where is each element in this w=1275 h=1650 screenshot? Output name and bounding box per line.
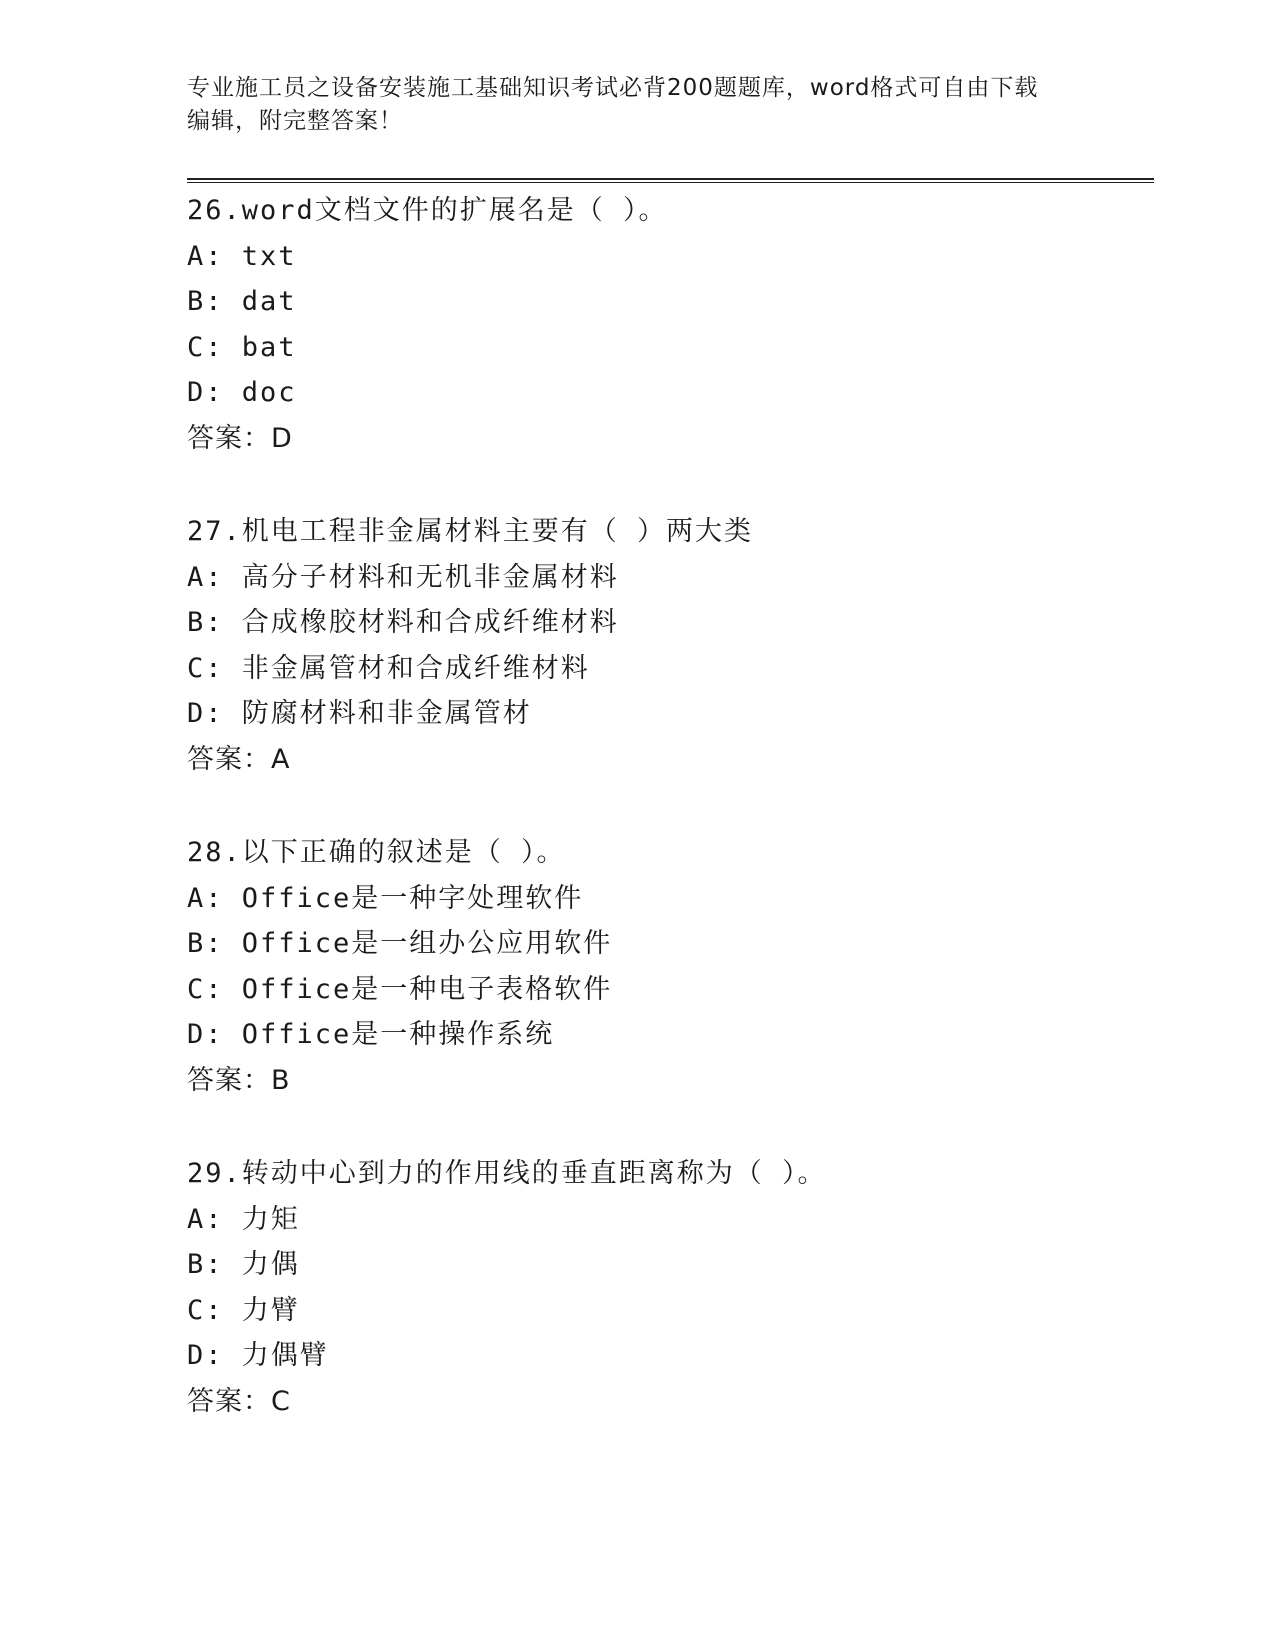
option-b: B: 力偶 <box>187 1249 300 1280</box>
option-d: D: 力偶臂 <box>187 1340 329 1371</box>
option-c: C: bat <box>187 331 297 363</box>
option-a: A: 力矩 <box>187 1203 300 1235</box>
question-26 <box>187 188 1147 461</box>
question-28 <box>187 830 1147 1103</box>
option-a: A: 高分子材料和无机非金属材料 <box>187 561 619 593</box>
question-stem: 27.机电工程非金属材料主要有（ ）两大类 <box>187 516 754 547</box>
option-c: C: 力臂 <box>187 1294 300 1326</box>
answer-label: 答案：D <box>187 422 293 454</box>
question-stem: 29.转动中心到力的作用线的垂直距离称为（ ）。 <box>187 1158 827 1189</box>
option-c: C: 非金属管材和合成纤维材料 <box>187 652 590 684</box>
option-b: B: Office是一组办公应用软件 <box>187 928 613 959</box>
option-d: D: Office是一种操作系统 <box>187 1019 555 1050</box>
question-27 <box>187 509 1147 782</box>
question-stem: 26.word文档文件的扩展名是（ ）。 <box>187 195 668 226</box>
option-a: A: Office是一种字处理软件 <box>187 882 584 914</box>
answer-label: 答案：B <box>187 1064 291 1096</box>
question-29 <box>187 1151 1147 1424</box>
option-d: D: 防腐材料和非金属管材 <box>187 698 532 729</box>
document-header <box>187 72 1087 138</box>
question-stem: 28.以下正确的叙述是（ ）。 <box>187 837 566 868</box>
header-title-line-1: 专业施工员之设备安装施工基础知识考试必背200题题库，word格式可自由下载 <box>187 75 1039 101</box>
answer-label: 答案：A <box>187 743 291 775</box>
answer-label: 答案：C <box>187 1385 291 1417</box>
option-d: D: doc <box>187 377 297 408</box>
question-list <box>187 188 1147 1472</box>
header-divider <box>187 178 1154 183</box>
option-c: C: Office是一种电子表格软件 <box>187 973 613 1005</box>
header-title-line-2: 编辑，附完整答案！ <box>187 108 403 134</box>
option-b: B: 合成橡胶材料和合成纤维材料 <box>187 607 619 638</box>
option-a: A: txt <box>187 240 297 272</box>
option-b: B: dat <box>187 286 297 317</box>
